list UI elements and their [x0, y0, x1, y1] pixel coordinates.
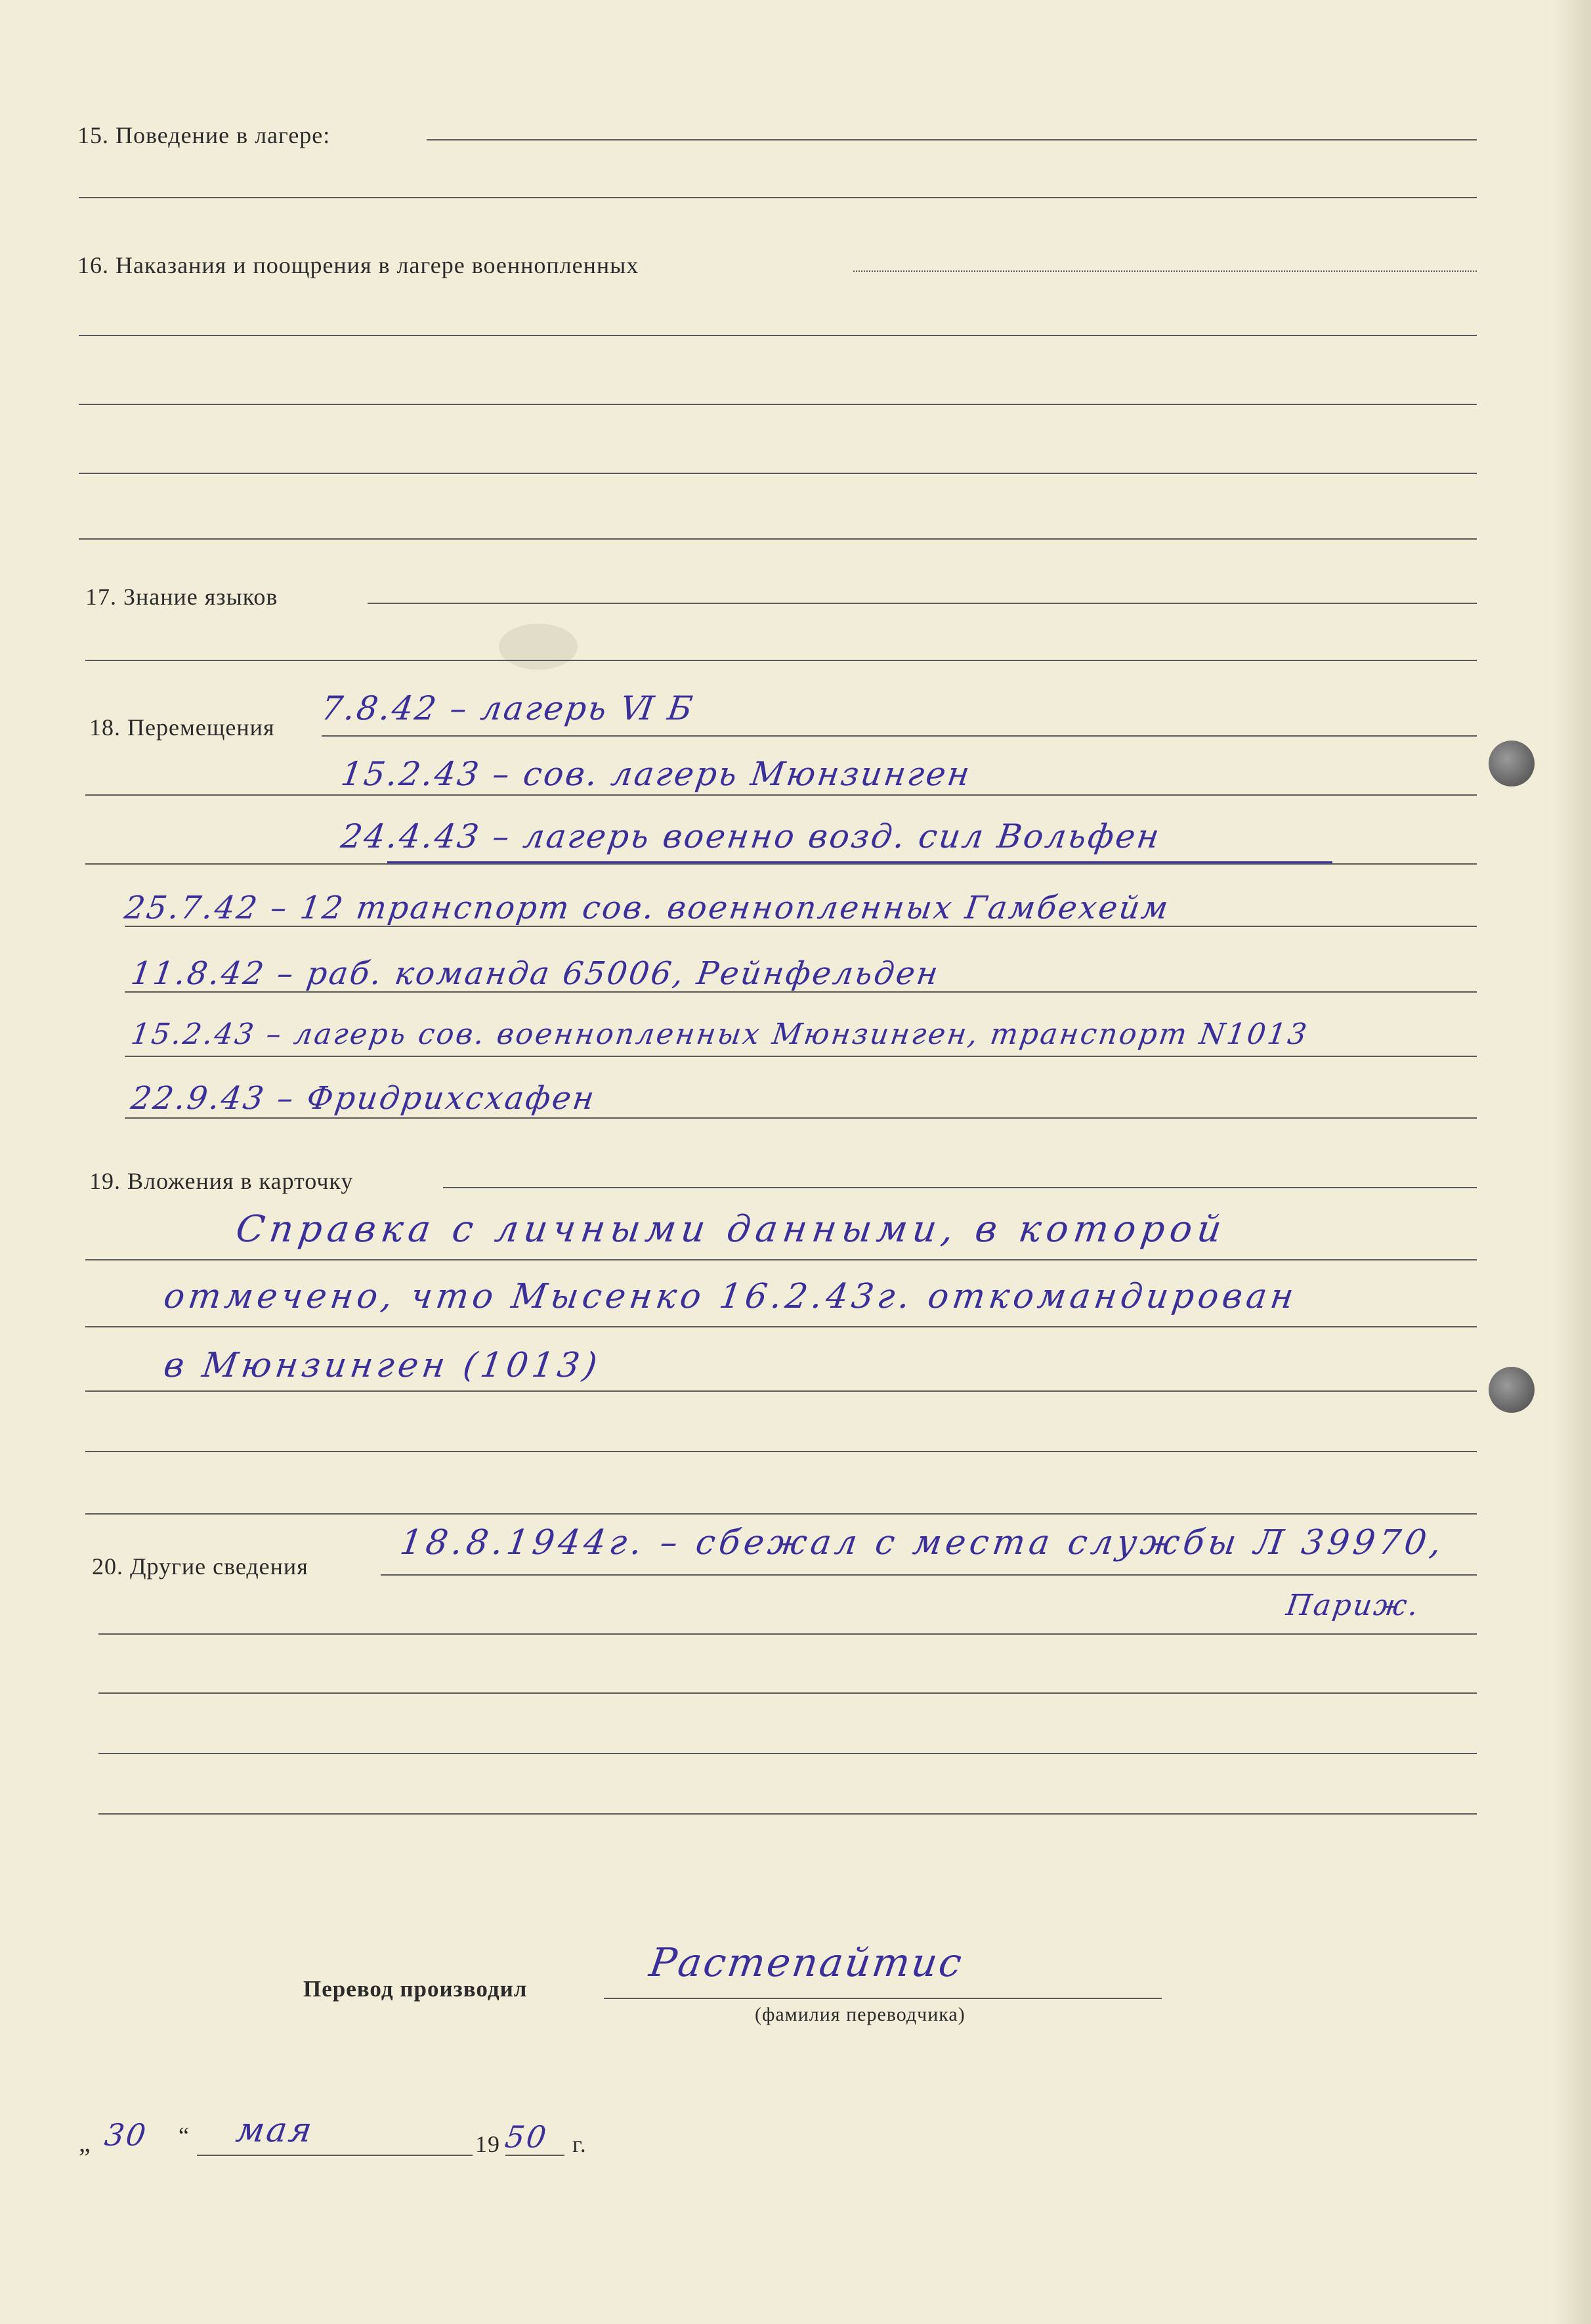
item-16-line-4 [79, 473, 1477, 474]
date-year-line [505, 2155, 564, 2156]
punch-hole-top [1489, 741, 1535, 786]
date-month: мая [233, 2111, 316, 2150]
item-16-line-1 [853, 270, 1477, 272]
item-19-line-6 [85, 1513, 1477, 1515]
item-19-label: 19. Вложения в карточку [89, 1168, 354, 1194]
year-prefix: 19 [475, 2131, 500, 2157]
item-16-line-5 [79, 538, 1477, 540]
item-20-label: 20. Другие сведения [92, 1553, 308, 1580]
item-15-line-2 [79, 197, 1477, 198]
date-quote-open: „ [79, 2128, 91, 2157]
move-entry-2: 15.2.43 – сов. лагерь Мюнзинген [338, 755, 974, 793]
date-year: 50 [503, 2119, 551, 2155]
attachment-line-3: в Мюнзинген (1013) [161, 1346, 604, 1385]
item-16-line-2 [79, 335, 1477, 336]
move-entry-1: 7.8.42 – лагерь Ⅵ Б [318, 689, 697, 727]
date-month-line [197, 2155, 473, 2156]
item-15-line-1 [427, 139, 1477, 140]
translator-signature: Растепайтис [647, 1940, 967, 1986]
year-suffix: г. [572, 2131, 587, 2157]
item-17-line-2 [85, 660, 1477, 661]
move-line-5 [125, 991, 1477, 993]
item-20-line-5 [98, 1813, 1477, 1815]
move-line-7 [125, 1117, 1477, 1119]
item-20-line-1 [381, 1574, 1477, 1576]
translator-line [604, 1998, 1162, 1999]
move-entry-4: 25.7.42 – 12 транспорт сов. военнопленных Гамбехейм [122, 890, 1172, 926]
move-entry-7: 22.9.43 – Фридрихсхафен [129, 1080, 599, 1117]
move-entry-3: 24.4.43 – лагерь военно возд. сил Вольфен [338, 817, 1164, 855]
item-19-line-1 [443, 1187, 1477, 1188]
item-20-line-4 [98, 1753, 1477, 1754]
other-info-line-1: 18.8.1944г. – сбежал с места службы Л 39970, [397, 1523, 1448, 1562]
item-19-line-4 [85, 1390, 1477, 1392]
item-20-line-3 [98, 1692, 1477, 1694]
item-18-line-1 [322, 735, 1477, 737]
attachment-line-1: Справка с личными данными, в которой [233, 1208, 1229, 1251]
paper-stain [499, 624, 578, 670]
move-entry-5: 11.8.42 – раб. команда 65006, Рейнфельден [129, 955, 943, 992]
item-19-line-3 [85, 1326, 1477, 1327]
attachment-line-2: отмечено, что Мысенко 16.2.43г. откомандирован [161, 1277, 1300, 1316]
date-day: 30 [102, 2117, 150, 2153]
date-quote-close: “ [179, 2122, 190, 2149]
move-entry-3-underline [387, 861, 1332, 863]
item-18-line-3 [85, 863, 1477, 865]
move-line-4 [125, 926, 1477, 927]
translator-label: Перевод производил [303, 1976, 528, 2002]
item-20-line-2 [98, 1633, 1477, 1635]
move-line-6 [125, 1056, 1477, 1057]
punch-hole-bottom [1489, 1367, 1535, 1413]
move-entry-6: 15.2.43 – лагерь сов. военнопленных Мюнзинген, транспорт N1013 [129, 1018, 1311, 1051]
item-18-line-2 [85, 794, 1477, 796]
other-info-line-2: Париж. [1284, 1589, 1422, 1622]
paper-edge-shadow [1552, 0, 1591, 2324]
item-16-line-3 [79, 404, 1477, 405]
item-16-label: 16. Наказания и поощрения в лагере военнопленных [77, 252, 639, 278]
item-19-line-5 [85, 1451, 1477, 1452]
item-17-line-1 [368, 603, 1477, 604]
item-18-label: 18. Перемещения [89, 714, 275, 741]
item-19-line-2 [85, 1259, 1477, 1260]
item-17-label: 17. Знание языков [85, 584, 278, 610]
item-15-label: 15. Поведение в лагере: [77, 122, 331, 148]
translator-caption: (фамилия переводчика) [755, 2004, 965, 2025]
